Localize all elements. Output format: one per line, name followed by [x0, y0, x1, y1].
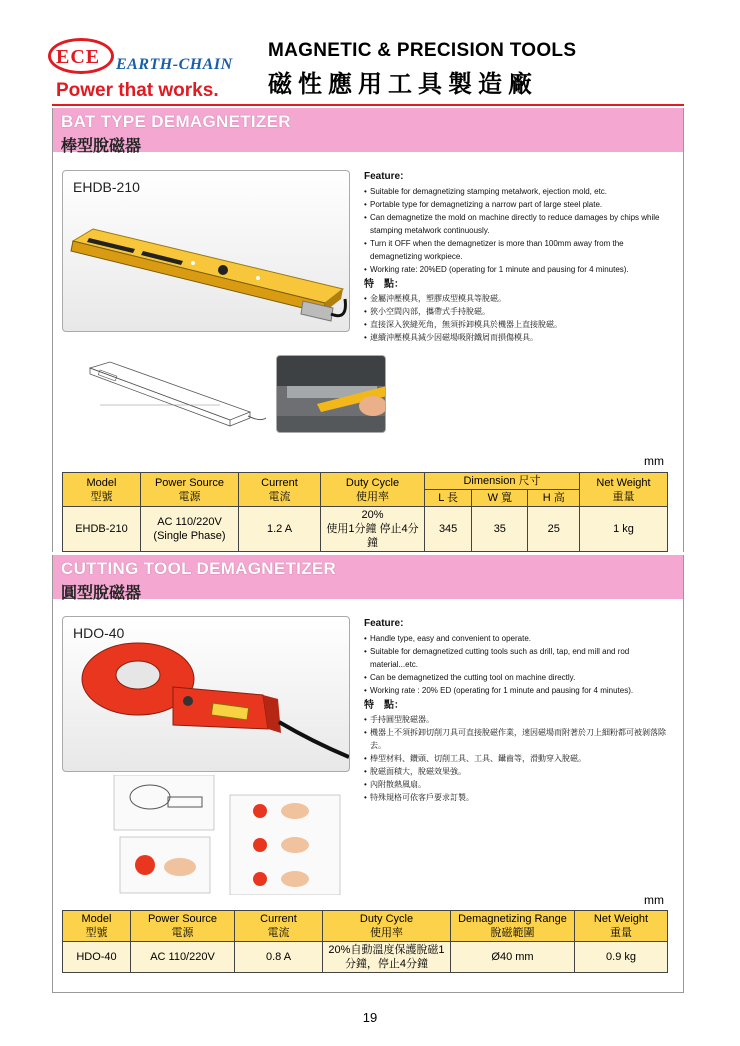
section-header: [53, 555, 683, 602]
unit-label: mm: [644, 893, 664, 907]
feature-item: • Turn it OFF when the demagnetizer is more than 100mm away from the demagnetizing workpiece.: [364, 237, 676, 263]
section-title-zh: 圓型脫磁器: [61, 585, 142, 602]
section-title-zh: 棒型脫磁器: [61, 138, 142, 155]
product-model-label: EHDB-210: [73, 179, 140, 195]
col-current: Current 電流: [235, 911, 323, 942]
bat-dimension-drawing: [70, 350, 270, 440]
col-height: H 高: [528, 490, 580, 507]
feature-item-zh: • 脫磁面積大，脫磁效果強。: [364, 765, 676, 778]
feature-list-bat: [364, 170, 676, 344]
col-duty: Duty Cycle 使用率: [323, 911, 451, 942]
col-power: Power Source 電源: [141, 473, 239, 507]
col-width: W 寬: [472, 490, 528, 507]
product-photo-hdo40: [62, 616, 350, 772]
feature-item-zh: • 手持圓型脫磁器。: [364, 713, 676, 726]
col-duty: Duty Cycle 使用率: [321, 473, 425, 507]
feature-item-zh: • 機器上不須拆卸切削刀具可直接脫磁作業，速因磁場而附著於刀上細粉都可被剝落除去。: [364, 726, 676, 752]
section-title-en: BAT TYPE DEMAGNETIZER: [61, 112, 291, 131]
page-number: 19: [362, 1010, 378, 1025]
feature-item-zh: • 狹小空間內部，攜帶式手持脫磁。: [364, 305, 676, 318]
table-row: EHDB-210 AC 110/220V (Single Phase) 1.2 A 20% 使用1分鐘 停止4分鐘 345 35 25 1 kg: [63, 507, 668, 552]
product-model-label: HDO-40: [73, 625, 125, 641]
feature-item-zh: • 內附散熱風扇。: [364, 778, 676, 791]
col-weight: Net Weight 重量: [575, 911, 668, 942]
feature-item: • Working rate : 20% ED (operating for 1 minute and pausing for 4 minutes).: [364, 684, 676, 697]
feature-heading-zh: 特 點：: [364, 279, 404, 290]
col-length: L 長: [425, 490, 472, 507]
feature-list-round: [364, 617, 676, 804]
feature-item-zh: • 棒型材料、鑽頭、切削工具、工具、鑷齒等，滑動穿入脫磁。: [364, 752, 676, 765]
feature-item: • Suitable for demagnetizing stamping metalwork, ejection mold, etc.: [364, 185, 676, 198]
feature-item: • Working rate: 20%ED (operating for 1 minute and pausing for 4 minutes).: [364, 263, 676, 276]
col-current: Current 電流: [239, 473, 321, 507]
page-title-zh: 磁性應用工具製造廠: [268, 71, 538, 98]
round-demagnetizer-image: [63, 617, 350, 772]
feature-heading: Feature:: [364, 618, 404, 629]
usage-diagrams: [110, 775, 350, 895]
header-rule: [52, 104, 684, 106]
ece-logo-mark: ECE: [48, 38, 114, 74]
logo-company-name: EARTH-CHAIN: [116, 56, 233, 73]
col-range: Demagnetizing Range 脫磁範圍: [451, 911, 575, 942]
feature-item: • Can demagnetize the mold on machine directly to reduce damages by chips while stamping metalwork continuously.: [364, 211, 676, 237]
table-row: HDO-40 AC 110/220V 0.8 A 20%自動溫度保護脫磁1 分鐘，停止4分鐘 Ø40 mm 0.9 kg: [63, 942, 668, 973]
product-photo-ehdb210: [62, 170, 350, 332]
section-title-en: CUTTING TOOL DEMAGNETIZER: [61, 559, 337, 578]
col-model: Model 型號: [63, 911, 131, 942]
feature-heading-zh: 特 點：: [364, 700, 404, 711]
logo-tagline: Power that works.: [56, 80, 219, 101]
spec-table-ehdb210: [62, 472, 668, 552]
feature-item-zh: • 連續沖壓模具減少因磁場吸附鐵屑而損傷模具。: [364, 331, 676, 344]
unit-label: mm: [644, 454, 664, 468]
feature-item: • Can be demagnetized the cutting tool on machine directly.: [364, 671, 676, 684]
feature-item-zh: • 特殊規格可依客戶要求訂製。: [364, 791, 676, 804]
feature-item-zh: • 金屬沖壓模具，塑膠成型模具等脫磁。: [364, 292, 676, 305]
spec-table-hdo40: [62, 910, 668, 973]
feature-heading: Feature:: [364, 171, 404, 182]
col-model: Model 型號: [63, 473, 141, 507]
col-dimension: Dimension 尺寸: [425, 473, 580, 490]
feature-item: • Portable type for demagnetizing a narrow part of large steel plate.: [364, 198, 676, 211]
page-title-en: MAGNETIC & PRECISION TOOLS: [268, 40, 577, 61]
feature-item-zh: • 直接深入狹縫死角，無須拆卸模具於機器上直接脫磁。: [364, 318, 676, 331]
feature-item: • Suitable for demagnetized cutting tools such as drill, tap, end mill and rod material...etc.: [364, 645, 676, 671]
bat-demagnetizer-image: [63, 171, 350, 332]
section-header: [53, 108, 683, 155]
col-weight: Net Weight 重量: [580, 473, 668, 507]
feature-item: • Handle type, easy and convenient to operate.: [364, 632, 676, 645]
bat-usage-photo: [276, 355, 386, 433]
company-logo: [48, 36, 248, 106]
col-power: Power Source 電源: [131, 911, 235, 942]
